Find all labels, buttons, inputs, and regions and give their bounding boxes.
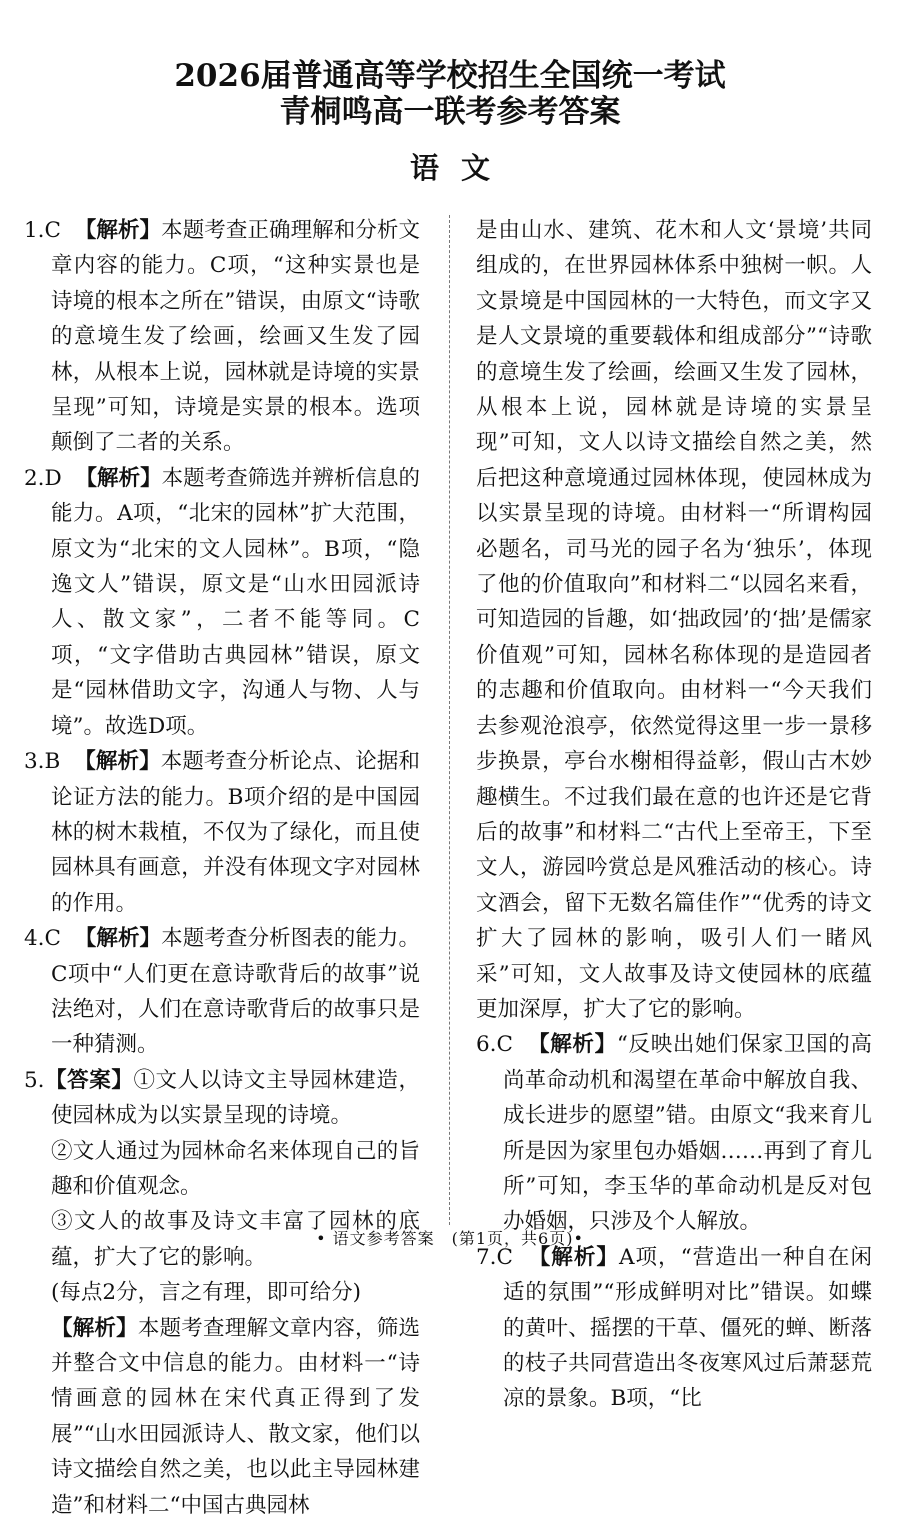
scoring-note: (每点2分，言之有理，即可给分) xyxy=(51,1280,361,1306)
analysis-tag: 【解析】 xyxy=(74,926,162,952)
item-number: 4.C xyxy=(24,926,61,952)
answer-tag: 【答案】 xyxy=(44,1067,134,1093)
item-text: 本题考查分析论点、论据和论证方法的能力。B项介绍的是中国园林的树木栽植，不仅为了绿化，而且使园林具有画意，并没有体现文字对园林的作用。 xyxy=(51,749,420,916)
item-number: 1.C xyxy=(24,218,61,243)
answer-item-2 xyxy=(24,461,420,744)
item-number: 5. xyxy=(24,1067,45,1093)
column-divider xyxy=(449,215,450,1225)
item-text: 本题考查筛选并辨析信息的能力。A项，“北宋的园林”扩大范围，原文为“北宋的文人园林”。B项，“隐逸文人”错误，原文是“山水田园派诗人、散文家”，二者不能等同。C项，“文字借助古典园林”错误，原文是“园林借助文字，沟通人与物、人与境”。故选D项。 xyxy=(51,465,420,739)
analysis-tag: 【解析】 xyxy=(74,749,161,775)
answer-item-4 xyxy=(24,921,420,1063)
item-text: 本题考查分析图表的能力。C项中“人们更在意诗歌背后的故事”说法绝对，人们在意诗歌背后的故事只是一种猜测。 xyxy=(51,926,420,1058)
answer-item-3 xyxy=(24,744,420,921)
analysis-tag: 【解析】 xyxy=(51,1315,138,1341)
page-footer: • 语文参考答案 (第1页，共6页)• xyxy=(316,1229,584,1248)
item-text: A项，“营造出一种自在闲适的氛围”“形成鲜明对比”错误。如蝶的黄叶、摇摆的干草、僵死的蝉、断落的枝子共同营造出冬夜寒风过后萧瑟荒凉的景象。B项，“比 xyxy=(503,1244,872,1412)
analysis-tag: 【解析】 xyxy=(528,1244,619,1270)
item-number: 2.D xyxy=(24,465,62,491)
answer-point-2: ②文人通过为园林命名来体现自己的旨趣和价值观念。 xyxy=(51,1138,420,1199)
item-number: 3.B xyxy=(24,749,61,775)
answer-item-6 xyxy=(476,1027,872,1239)
analysis-tag: 【解析】 xyxy=(75,465,162,491)
q5-analysis-continued: 是由山水、建筑、花木和人文‘景境’共同组成的，在世界园林体系中独树一帜。人文景境是中国园林的一大特色，而文字又是人文景境的重要载体和组成部分”“诗歌的意境生发了绘画，绘画又生发了园林，从根本上说，园林就是诗境的实景呈现”可知，文人以诗文描绘自然之美，然后把这种意境通过园林体现，使园林成为以实景呈现的诗境。由材料一“所谓构园必题名，司马光的园子名为‘独乐’，体现了他的价值取向”和材料二“以园名来看，可知造园的旨趣，如‘拙政园’的‘拙’是儒家价值观”可知，园林名称体现的是造园者的志趣和价值取向。由材料一“今天我们去参观沧浪亭，依然觉得这里一步一景移步换景，亭台水榭相得益彰，假山古木妙趣横生。不过我们最在意的也许还是它背后的故事”和材料二“古代上至帝王，下至文人，游园吟赏总是风雅活动的核心。诗文酒会，留下无数名篇佳作”“优秀的诗文扩大了园林的影响，吸引人们一睹风采”可知，文人故事及诗文使园林的底蕴更加深厚，扩大了它的影响。 xyxy=(476,218,872,1022)
item-text: “反映出她们保家卫国的高尚革命动机和渴望在革命中解放自我、成长进步的愿望”错。由原文“我来育儿所是因为家里包办婚姻……再到了育儿所”可知，李玉华的革命动机是反对包办婚姻，只涉及个人解放。 xyxy=(503,1032,872,1235)
analysis-text-left: 本题考查理解文章内容，筛选并整合文中信息的能力。由材料一“诗情画意的园林在宋代真正得到了发展”“山水田园派诗人、散文家，他们以诗文描绘自然之美，也以此主导园林建造”和材料二“中国古典园林 xyxy=(51,1315,420,1518)
exam-title: 2026届普通高等学校招生全国统一考试 xyxy=(174,58,726,94)
item-number: 6.C xyxy=(476,1032,513,1058)
subject-heading: 语文 xyxy=(409,151,512,185)
left-column xyxy=(24,213,420,1523)
answer-item-5 xyxy=(24,1063,420,1134)
answer-item-1 xyxy=(24,213,420,461)
q5-analysis xyxy=(24,1311,420,1523)
answer-point-1: ①文人以诗文主导园林建造，使园林成为以实景呈现的诗境。 xyxy=(51,1067,420,1129)
analysis-tag: 【解析】 xyxy=(528,1032,617,1058)
analysis-tag: 【解析】 xyxy=(74,218,162,243)
answer-item-7 xyxy=(476,1240,872,1417)
answer-point-3: ③文人的故事及诗文丰富了园林的底蕴，扩大了它的影响。 xyxy=(51,1209,420,1270)
item-number: 7.C xyxy=(476,1244,513,1270)
item-text: 本题考查正确理解和分析文章内容的能力。C项，“这种实景也是诗境的根本之所在”错误，由原文“诗歌的意境生发了绘画，绘画又生发了园林，从根本上说，园林就是诗境的实景呈现”可知，诗境是实景的根本。选项颠倒了二者的关系。 xyxy=(51,218,420,456)
answer-key-title: 青桐鸣高一联考参考答案 xyxy=(279,94,621,130)
